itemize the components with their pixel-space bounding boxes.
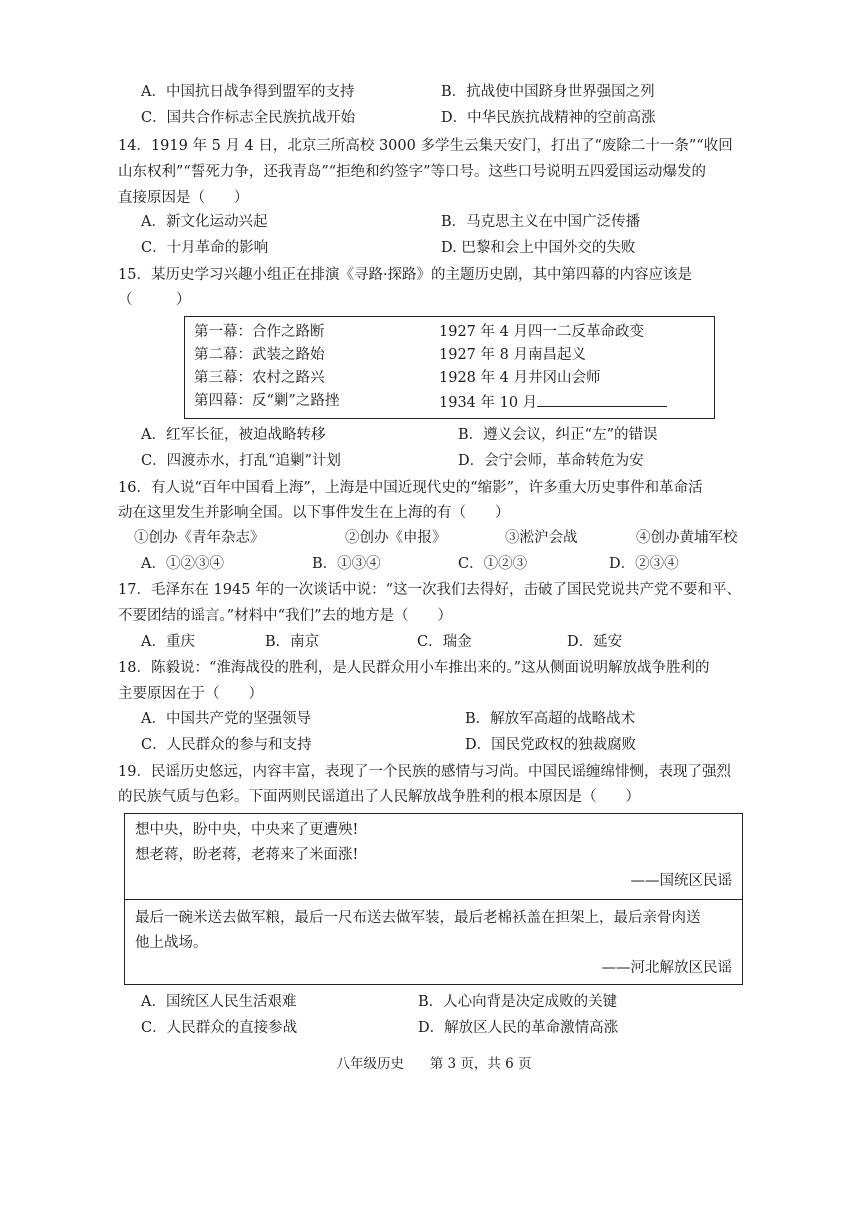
q17-stem-line-1: 17．毛泽东在 1945 年的一次谈话中说：“这一次我们去得好，击破了国民党说共产党不要和平、 xyxy=(118,582,741,598)
q15-event-3: 1928 年 4 月井冈山会师 xyxy=(439,370,601,386)
q15-option-c: C．四渡赤水，打乱“追剿”计划 xyxy=(141,453,341,469)
q16-item-4: ④创办黄埔军校 xyxy=(636,530,738,546)
q16-option-d: D．②③④ xyxy=(609,556,679,572)
q14-option-c: C．十月革命的影响 xyxy=(141,240,269,256)
q14-option-d: D. 巴黎和会上中国外交的失败 xyxy=(441,240,636,256)
q17-stem-line-2: 不要团结的谣言。”材料中“我们”去的地方是（ ） xyxy=(118,608,452,624)
q16-stem-line-1: 16．有人说“百年中国看上海”，上海是中国近现代史的“缩影”，许多重大历史事件和革命活 xyxy=(118,480,703,496)
q15-act-4: 第四幕：反“剿”之路挫 xyxy=(194,393,340,409)
q14-stem-line-2: 山东权利”“誓死力争，还我青岛”“拒绝和约签字”等口号。这些口号说明五四爱国运动爆发的 xyxy=(118,164,707,180)
q18-option-d: D．国民党政权的独裁腐败 xyxy=(465,737,637,753)
q15-event-4 xyxy=(439,390,667,413)
q18-option-c: C．人民群众的参与和支持 xyxy=(141,737,312,753)
q16-item-2: ②创办《申报》 xyxy=(345,530,447,546)
q19-option-c: C．人民群众的直接参战 xyxy=(141,1020,298,1036)
q15-stem-line-2: （ ） xyxy=(118,292,191,308)
q19-option-b: B．人心向背是决定成败的关键 xyxy=(418,994,618,1010)
q19-option-a: A．国统区人民生活艰难 xyxy=(141,994,297,1010)
q15-play-table xyxy=(184,316,715,419)
q14-stem-line-3: 直接原因是（ ） xyxy=(118,190,249,206)
ballad-divider xyxy=(125,899,742,900)
q19-stem-line-2: 的民族气质与色彩。下面两则民谣道出了人民解放战争胜利的根本原因是（ ） xyxy=(118,789,640,805)
ballad-2-line-2: 他上战场。 xyxy=(135,935,208,951)
q16-item-3: ③淞沪会战 xyxy=(505,530,578,546)
q15-stem-line-1: 15．某历史学习兴趣小组正在排演《寻路·探路》的主题历史剧，其中第四幕的内容应该是 xyxy=(118,267,693,283)
q13-option-d: D．中华民族抗战精神的空前高涨 xyxy=(441,110,656,126)
ballad-2-source: ——河北解放区民谣 xyxy=(601,960,732,976)
ballad-2-line-1: 最后一碗米送去做军粮，最后一尺布送去做军装，最后老棉袄盖在担架上，最后亲骨肉送 xyxy=(135,910,701,926)
q15-answer-blank xyxy=(537,390,667,407)
q16-option-b: B．①③④ xyxy=(312,556,381,572)
ballad-1-source: ——国统区民谣 xyxy=(630,873,732,889)
q14-option-b: B．马克思主义在中国广泛传播 xyxy=(441,214,641,230)
q19-ballad-box xyxy=(124,813,743,985)
q14-option-a: A．新文化运动兴起 xyxy=(141,214,268,230)
q16-option-a: A．①②③④ xyxy=(141,556,224,572)
ballad-1-line-1: 想中央，盼中央，中央来了更遭殃! xyxy=(135,822,359,838)
q16-stem-line-2: 动在这里发生并影响全国。以下事件发生在上海的有（ ） xyxy=(118,505,510,521)
footer-page-number: 第 3 页，共 6 页 xyxy=(429,1056,532,1072)
q14-stem-line-1: 14．1919 年 5 月 4 日，北京三所高校 3000 多学生云集天安门，打出了“废除二十一条”“收回 xyxy=(118,138,733,154)
q16-item-1: ①创办《青年杂志》 xyxy=(134,530,265,546)
q13-option-b: B．抗战使中国跻身世界强国之列 xyxy=(441,84,655,100)
q15-event-4-text: 1934 年 10 月 xyxy=(439,395,538,411)
ballad-1-line-2: 想老蒋，盼老蒋，老蒋来了米面涨! xyxy=(135,847,359,863)
q13-option-c: C．国共合作标志全民族抗战开始 xyxy=(141,110,356,126)
q15-option-b: B．遵义会议，纠正“左”的错误 xyxy=(458,427,658,443)
page-footer xyxy=(0,1052,868,1072)
q19-stem-line-1: 19．民谣历史悠远，内容丰富，表现了一个民族的感情与习尚。中国民谣缠绵悱恻，表现了强烈 xyxy=(118,764,731,780)
q13-option-a: A．中国抗日战争得到盟军的支持 xyxy=(141,84,355,100)
q18-stem-line-2: 主要原因在于（ ） xyxy=(118,686,263,702)
q15-act-3: 第三幕：农村之路兴 xyxy=(194,370,325,386)
q18-option-b: B．解放军高超的战略战术 xyxy=(465,711,636,727)
footer-subject: 八年级历史 xyxy=(336,1056,404,1072)
q15-option-d: D．会宁会师，革命转危为安 xyxy=(458,453,644,469)
q15-option-a: A．红军长征，被迫战略转移 xyxy=(141,427,326,443)
q17-option-c: C．瑞金 xyxy=(417,634,472,650)
q15-act-1: 第一幕：合作之路断 xyxy=(194,324,325,340)
q18-stem-line-1: 18．陈毅说：“淮海战役的胜利，是人民群众用小车推出来的。”这从侧面说明解放战争胜利的 xyxy=(118,660,710,676)
q18-option-a: A．中国共产党的坚强领导 xyxy=(141,711,311,727)
q15-event-1: 1927 年 4 月四一二反革命政变 xyxy=(439,324,644,340)
q16-option-c: C．①②③ xyxy=(458,556,528,572)
q17-option-d: D．延安 xyxy=(567,634,623,650)
q15-event-2: 1927 年 8 月南昌起义 xyxy=(439,347,586,363)
q17-option-b: B．南京 xyxy=(265,634,320,650)
q17-option-a: A．重庆 xyxy=(141,634,195,650)
q19-option-d: D．解放区人民的革命激情高涨 xyxy=(418,1020,619,1036)
q15-act-2: 第二幕：武装之路始 xyxy=(194,347,325,363)
